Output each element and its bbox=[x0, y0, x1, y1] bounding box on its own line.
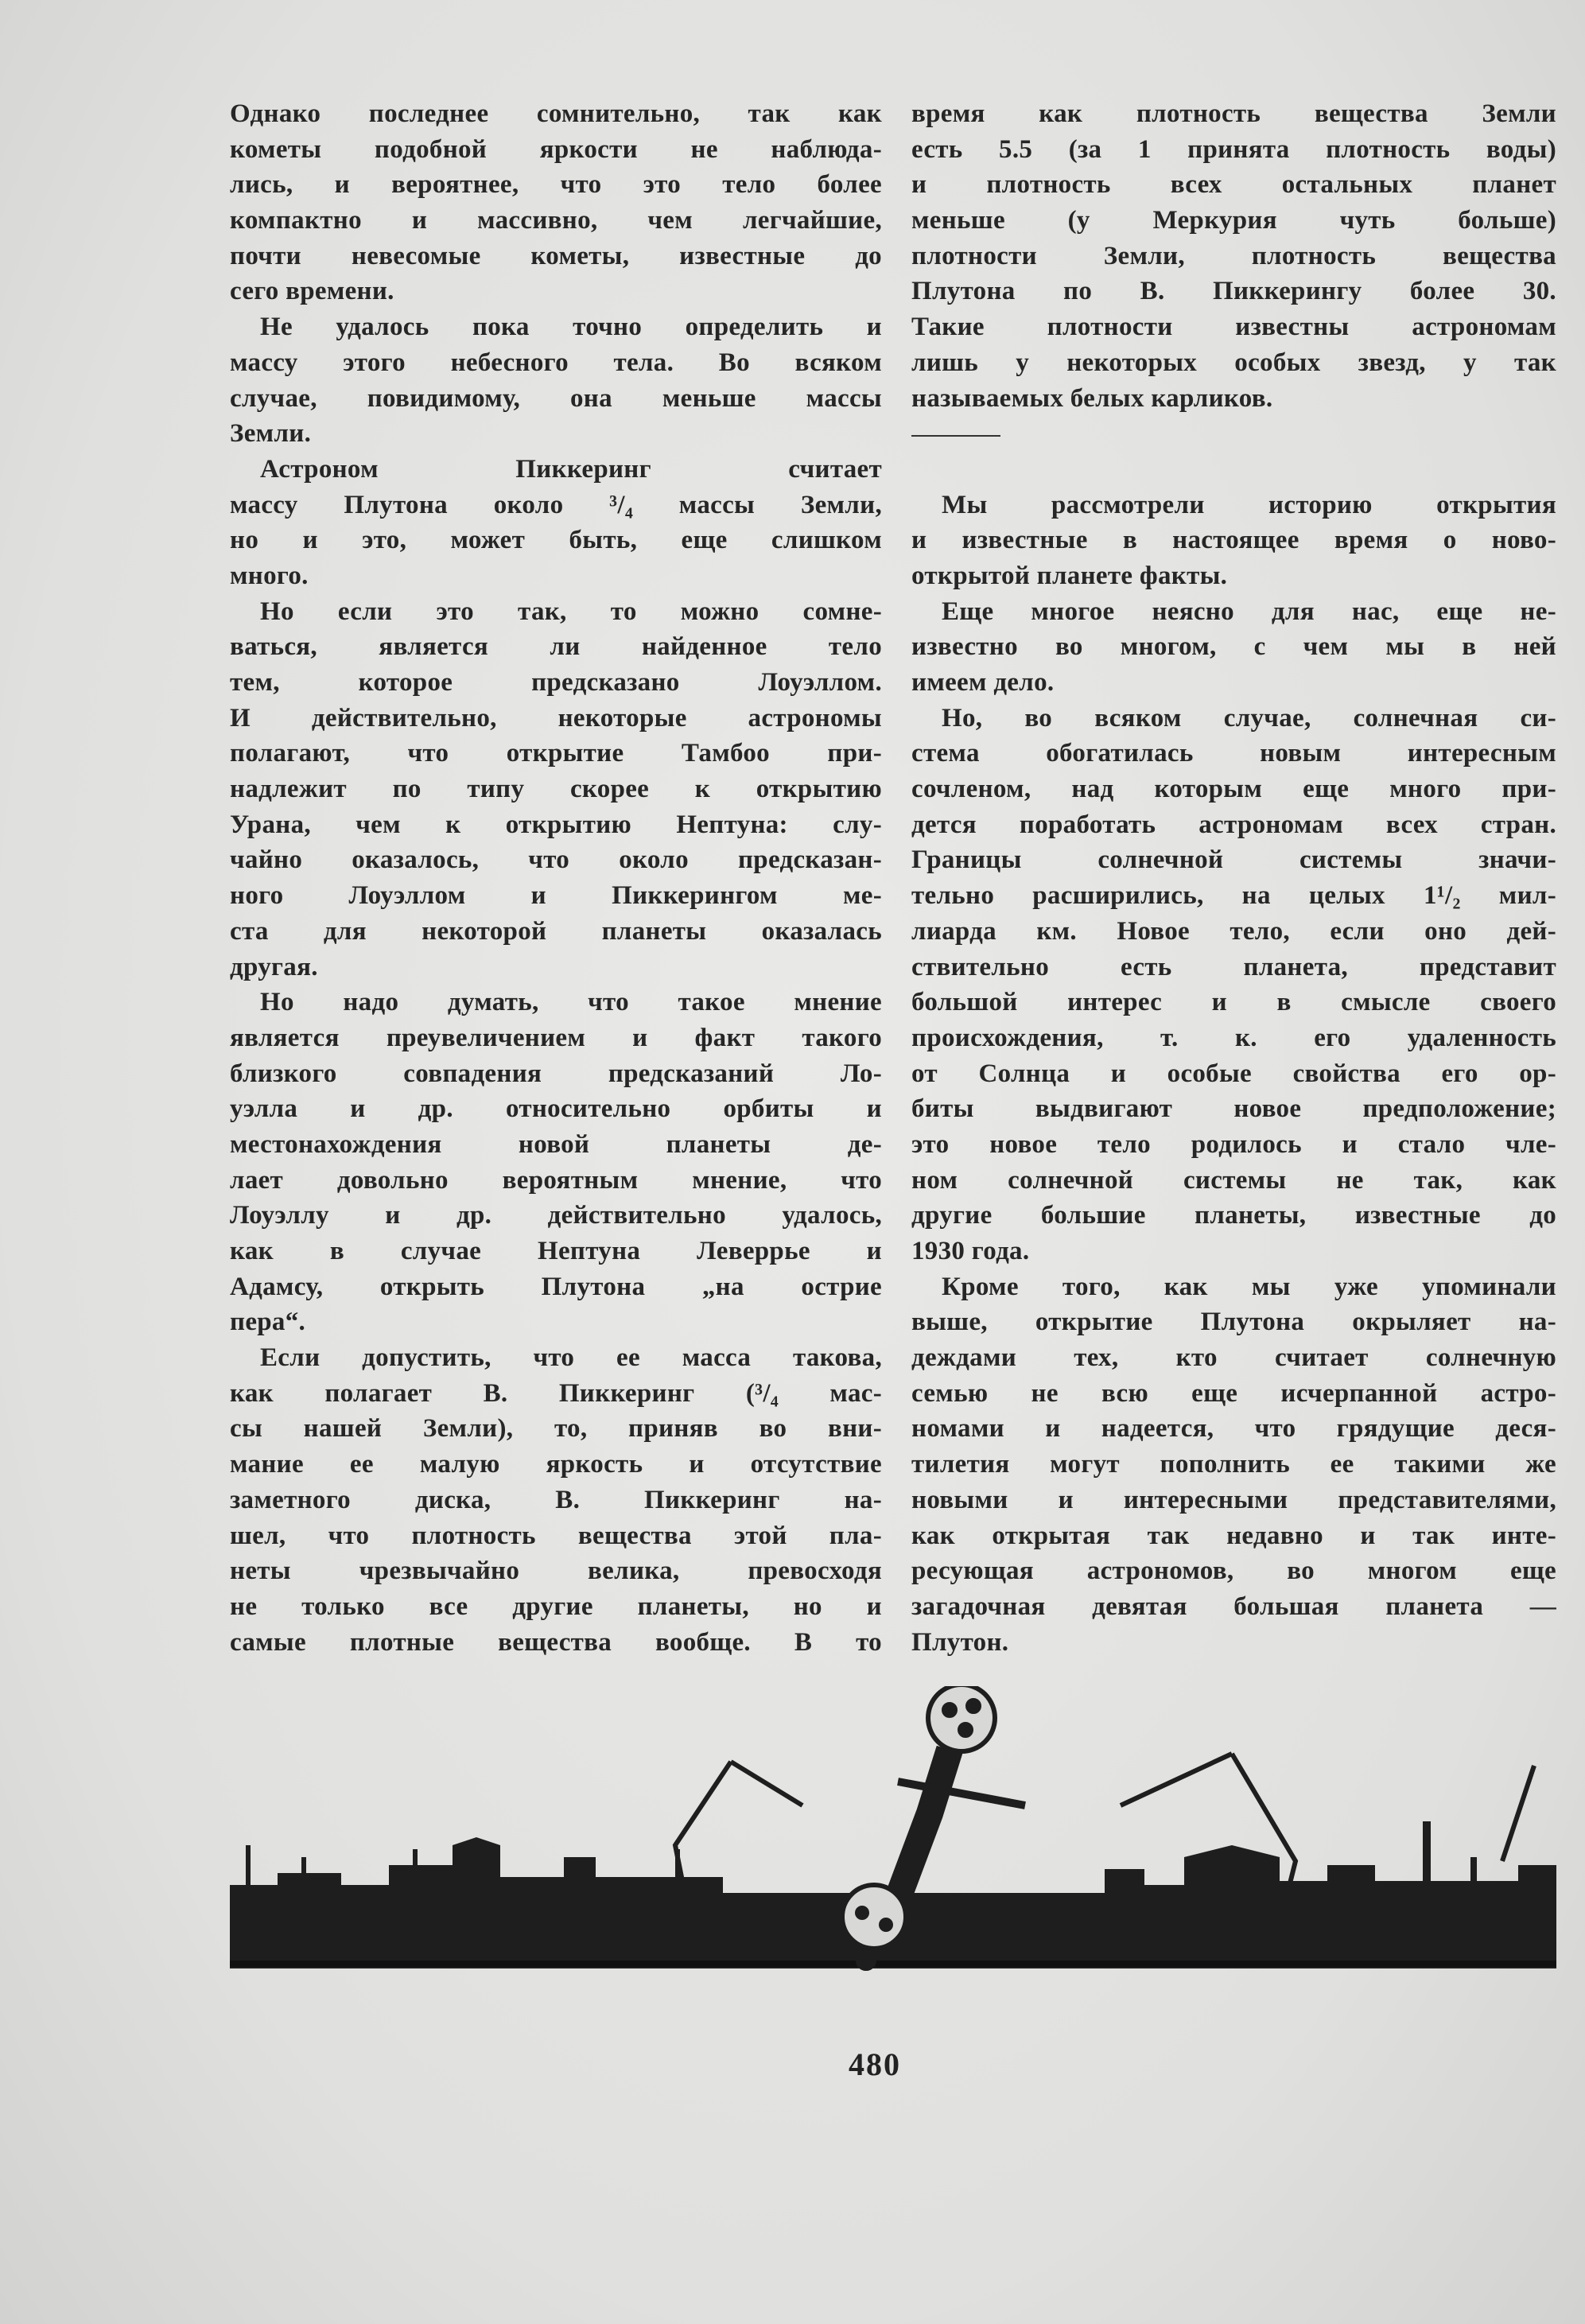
text-line: лишь у некоторых особых звезд, у так bbox=[911, 348, 1556, 377]
text-line: выше, открытие Плутона окрыляет на- bbox=[911, 1308, 1556, 1337]
text-line: много. bbox=[230, 561, 309, 590]
text-line: лись, и вероятнее, что это тело более bbox=[230, 170, 882, 200]
text-line: уэлла и др. относительно орбиты и bbox=[230, 1094, 882, 1124]
left-text-column bbox=[230, 96, 882, 1660]
text-line: но и это, может быть, еще слишком bbox=[230, 526, 882, 555]
text-line: ста для некоторой планеты оказалась bbox=[230, 916, 882, 946]
text-line: есть 5.5 (за 1 принята плотность воды) bbox=[911, 134, 1556, 164]
text-line: Урана, чем к открытию Нептуна: слу- bbox=[230, 810, 882, 839]
paragraph bbox=[911, 488, 1556, 594]
text-line: ного Лоуэллом и Пиккерингом ме- bbox=[230, 881, 882, 911]
text-line: Но надо думать, что такое мнение bbox=[260, 988, 882, 1017]
text-line: загадочная девятая большая планета — bbox=[911, 1591, 1556, 1621]
text-line: ном солнечной системы не так, как bbox=[911, 1165, 1556, 1195]
text-line: Еще многое неясно для нас, еще не- bbox=[942, 597, 1556, 626]
paragraph bbox=[911, 1269, 1556, 1661]
text-line: 1930 года. bbox=[911, 1237, 1030, 1265]
paragraph bbox=[911, 96, 1556, 416]
text-line: И действительно, некоторые астрономы bbox=[230, 703, 882, 733]
text-line: пера“. bbox=[230, 1308, 306, 1337]
paragraph bbox=[911, 701, 1556, 1269]
text-line: от Солнца и особые свойства его ор- bbox=[911, 1059, 1556, 1088]
text-line: почти невесомые кометы, известные до bbox=[230, 241, 882, 270]
text-line: и известные в настоящее время о ново- bbox=[911, 526, 1556, 555]
text-line: Такие плотности известны астрономам bbox=[911, 313, 1556, 342]
text-line: лиарда км. Новое тело, если оно дей- bbox=[911, 916, 1556, 946]
text-line: деждами тех, кто считает солнечную bbox=[911, 1343, 1556, 1373]
text-line: неты чрезвычайно велика, превосходя bbox=[230, 1556, 882, 1586]
text-line: стема обогатилась новым интересным bbox=[911, 739, 1556, 768]
text-line: открытой планете факты. bbox=[911, 561, 1228, 590]
text-line: тилетия могут пополнить ее такими же bbox=[911, 1450, 1556, 1479]
text-line: называемых белых карликов. bbox=[911, 383, 1273, 413]
section-separator bbox=[911, 416, 1556, 452]
text-line: самые плотные вещества вообще. В то bbox=[230, 1627, 882, 1657]
text-line: Плутона по В. Пиккерингу более 30. bbox=[911, 277, 1556, 306]
text-line: плотности Земли, плотность вещества bbox=[911, 241, 1556, 270]
text-line: происхождения, т. к. его удаленность bbox=[911, 1023, 1556, 1052]
text-line: надлежит по типу скорее к открытию bbox=[230, 775, 882, 804]
text-line: известно во многом, с чем мы в ней bbox=[911, 632, 1556, 662]
paragraph bbox=[230, 985, 882, 1340]
text-line: другая. bbox=[230, 952, 318, 981]
text-line: сы нашей Земли), то, приняв во вни- bbox=[230, 1414, 882, 1444]
text-line: Но, во всяком случае, солнечная си- bbox=[942, 703, 1556, 733]
text-line: номами и надеется, что грядущие деся- bbox=[911, 1414, 1556, 1444]
text-line: это новое тело родилось и стало чле- bbox=[911, 1129, 1556, 1159]
text-line: Мы рассмотрели историю открытия bbox=[942, 490, 1556, 519]
text-line: тельно расширились, на целых 1¹/₂ мил- bbox=[911, 881, 1556, 911]
text-line: близкого совпадения предсказаний Ло- bbox=[230, 1059, 882, 1088]
text-line: Кроме того, как мы уже упоминали bbox=[942, 1272, 1556, 1301]
text-line: лает довольно вероятным мнение, что bbox=[230, 1165, 882, 1195]
text-line: новыми и интересными представителями, bbox=[911, 1485, 1556, 1514]
text-line: Лоуэллу и др. действительно удалось, bbox=[230, 1201, 882, 1230]
text-line: Астроном Пиккеринг считает bbox=[260, 454, 882, 484]
text-line: Однако последнее сомнительно, так как bbox=[230, 99, 882, 128]
planetarium-skyline-illustration bbox=[230, 1686, 1556, 1976]
text-line: массу этого небесного тела. Во всяком bbox=[230, 348, 882, 377]
page-number: 480 bbox=[849, 2046, 901, 2082]
text-line: массу Плутона около ³/₄ массы Земли, bbox=[230, 490, 882, 519]
text-line: биты выдвигают новое предположение; bbox=[911, 1094, 1556, 1124]
text-line: семью не всю еще исчерпанной астро- bbox=[911, 1378, 1556, 1408]
text-line: другие большие планеты, известные до bbox=[911, 1201, 1556, 1230]
paragraph bbox=[230, 96, 882, 309]
text-line: Границы солнечной системы значи- bbox=[911, 845, 1556, 875]
text-line: меньше (у Меркурия чуть больше) bbox=[911, 206, 1556, 235]
text-line: сего времени. bbox=[230, 277, 394, 306]
paragraph bbox=[230, 594, 882, 985]
text-line: шел, что плотность вещества этой пла- bbox=[230, 1521, 882, 1550]
paragraph bbox=[230, 309, 882, 452]
text-line: мание ее малую яркость и отсутствие bbox=[230, 1450, 882, 1479]
text-line: заметного диска, В. Пиккеринг на- bbox=[230, 1485, 882, 1514]
text-line: сочленом, над которым еще много при- bbox=[911, 775, 1556, 804]
text-line: чайно оказалось, что около предсказан- bbox=[230, 845, 882, 875]
text-line: компактно и массивно, чем легчайшие, bbox=[230, 206, 882, 235]
text-line: кометы подобной яркости не наблюда- bbox=[230, 134, 882, 164]
text-line: как в случае Нептуна Леверрье и bbox=[230, 1237, 882, 1265]
text-line: Плутон. bbox=[911, 1627, 1009, 1657]
text-line: и плотность всех остальных планет bbox=[911, 170, 1556, 200]
text-line: ствительно есть планета, представит bbox=[911, 952, 1556, 981]
paragraph bbox=[230, 1340, 882, 1660]
text-line: ресующая астрономов, во многом еще bbox=[911, 1556, 1556, 1586]
text-line: ваться, является ли найденное тело bbox=[230, 632, 882, 662]
text-line: дется поработать астрономам всех стран. bbox=[911, 810, 1556, 839]
text-line: время как плотность вещества Земли bbox=[911, 99, 1556, 128]
text-line: Земли. bbox=[230, 419, 312, 449]
text-line: случае, повидимому, она меньше массы bbox=[230, 383, 882, 413]
text-line: большой интерес и в смысле своего bbox=[911, 988, 1556, 1017]
text-line: не только все другие планеты, но и bbox=[230, 1591, 882, 1621]
text-line: тем, которое предсказано Лоуэллом. bbox=[230, 668, 882, 697]
paragraph bbox=[230, 452, 882, 594]
text-line: Но если это так, то можно сомне- bbox=[260, 597, 882, 626]
text-line: Не удалось пока точно определить и bbox=[260, 313, 882, 342]
paragraph bbox=[911, 594, 1556, 701]
text-line: является преувеличением и факт такого bbox=[230, 1023, 882, 1052]
right-text-column bbox=[911, 96, 1556, 1660]
text-line: как полагает В. Пиккеринг (³/₄ мас- bbox=[230, 1378, 882, 1408]
text-line: местонахождения новой планеты де- bbox=[230, 1129, 882, 1159]
text-line: Адамсу, открыть Плутона „на острие bbox=[230, 1272, 882, 1301]
text-line: Если допустить, что ее масса такова, bbox=[260, 1343, 882, 1373]
text-line: как открытая так недавно и так инте- bbox=[911, 1521, 1556, 1550]
separator-rule bbox=[911, 435, 1000, 437]
blank-line bbox=[911, 452, 1556, 488]
text-line: имеем дело. bbox=[911, 668, 1055, 697]
text-line: полагают, что открытие Тамбоо при- bbox=[230, 739, 882, 768]
